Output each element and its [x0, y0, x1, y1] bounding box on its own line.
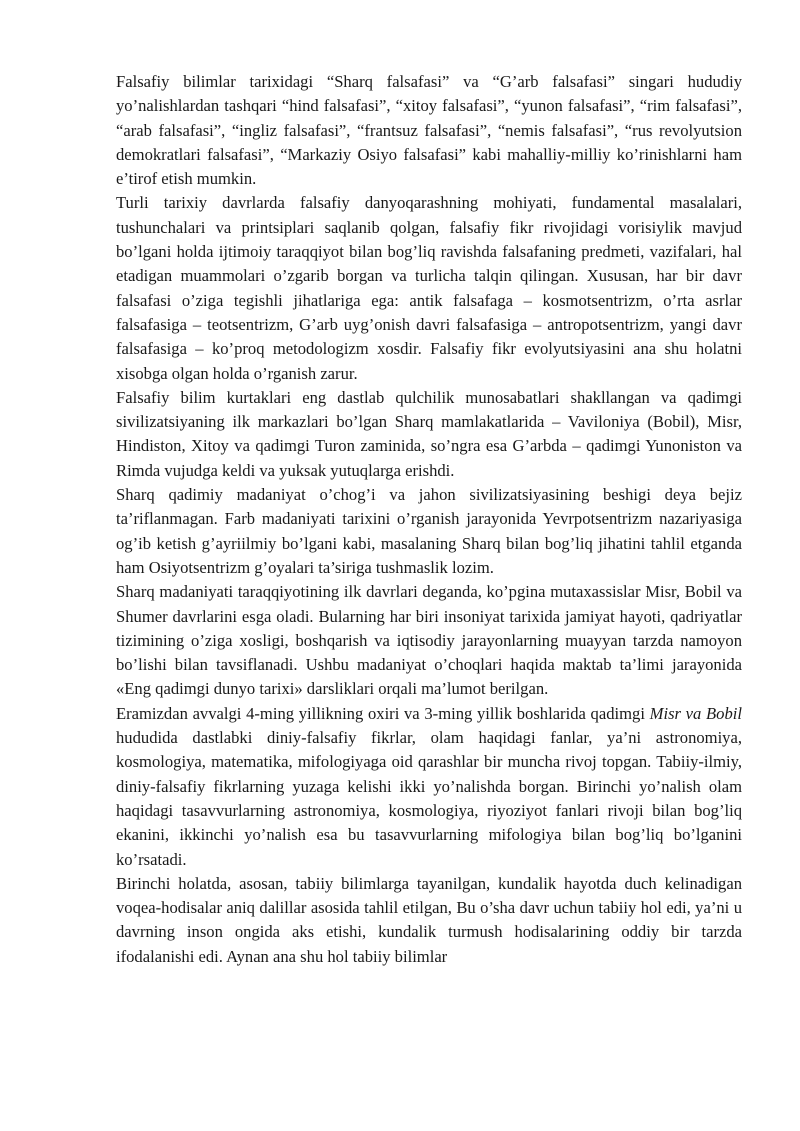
paragraph-2: Turli tarixiy davrlarda falsafiy danyoqarashning mohiyati, fundamental masalalari, tushunchalari va printsiplari saqlanib qolgan, falsafiy fikr rivojidagi vorisiylik mavjud bo’lgani holda ijtimoiy taraqqiyot bilan bog’liq ravishda falsafaning predmeti, vazifalari, hal etadigan muammolari o’zgarib borgan va turlicha talqin qilingan. Xususan, har bir davr falsafasi o’ziga tegishli jihatlariga ega: antik falsafaga – kosmotsentrizm, o’rta asrlar falsafasiga – teotsentrizm, G’arb uyg’onish davri falsafasiga – antropotsentrizm, yangi davr falsafasiga – ko’proq metodologizm xosdir. Falsafiy fikr evolyutsiyasini ana shu holatni xisobga olgan holda o’rganish zarur.	[116, 193, 742, 383]
paragraph-6-end: hududida dastlabki diniy-falsafiy fikrlar, olam haqidagi fanlar, ya’ni astronomiya, kosmologiya, matematika, mifologiyaga oid qarashlar bir muncha rivoj topgan. Tabiiy-ilmiy, diniy-falsafiy fikrlarning yuzaga kelishi ikki yo’nalishda borgan. Birinchi yo’nalish olam haqidagi tasavvurlarning astronomiya, kosmologiya, riyoziyot fanlari rivoji bilan bog’liq ekanini, ikkinchi yo’nalish esa bu tasavvurlarning mifologiya bilan bog’liq bo’lganini ko’rsatadi.	[116, 728, 742, 869]
paragraph-3: Falsafiy bilim kurtaklari eng dastlab qulchilik munosabatlari shakllangan va qadimgi sivilizatsiyaning ilk markazlari bo’lgan Sharq mamlakatlarida – Vaviloniya (Bobil), Misr, Hindiston, Xitoy va qadimgi Turon zaminida, so’ngra esa G’arbda – qadimgi Yunoniston va Rimda vujudga keldi va yuksak yutuqlarga erishdi.	[116, 387, 742, 480]
paragraph-6-start: Eramizdan avvalgi 4-ming yillikning oxiri va 3-ming yillik boshlarida qadimgi	[116, 703, 650, 723]
paragraph-6	[116, 702, 742, 872]
paragraph-5: Sharq madaniyati taraqqiyotining ilk davrlari deganda, ko’pgina mutaxassislar Misr, Bobil va Shumer davrlarini esga oladi. Bularning har biri insoniyat tarixida jamiyat hayoti, qadriyatlar tizimining o’ziga xosligi, boshqarish va iqtisodiy jarayonlarning muayyan tarzda namoyon bo’lishi bilan tavsiflanadi. Ushbu madaniyat o’choqlari haqida maktab ta’limi jarayonida «Eng qadimgi dunyo tarixi» darsliklari orqali ma’lumot berilgan.	[116, 582, 742, 699]
document-page	[116, 70, 742, 969]
paragraph-4: Sharq qadimiy madaniyat o’chog’i va jahon sivilizatsiyasining beshigi deya bejiz ta’riflanmagan. Farb madaniyati tarixini o’rganish jarayonida Yevrpotsentrizm nazariyasiga og’ib ketish g’ayriilmiy bo’lgani kabi, masalaning Sharq bilan bog’liq jihatini tahlil etganda ham Osiyotsentrizm g’oyalari ta’siriga tushmaslik lozim.	[116, 485, 742, 577]
paragraph-1: Falsafiy bilimlar tarixidagi “Sharq falsafasi” va “G’arb falsafasi” singari hududiy yo’nalishlardan tashqari “hind falsafasi”, “xitoy falsafasi”, “yunon falsafasi”, “rim falsafasi”, “arab falsafasi”, “ingliz falsafasi”, “frantsuz falsafasi”, “nemis falsafasi”, “rus revolyutsion demokratlari falsafasi”, “Markaziy Osiyo falsafasi” kabi mahalliy-milliy ko’rinishlarni ham e’tirof etish mumkin.	[116, 72, 742, 189]
paragraph-7: Birinchi holatda, asosan, tabiiy bilimlarga tayanilgan, kundalik hayotda duch kelinadigan voqea-hodisalar aniq dalillar asosida tahlil etilgan, Bu o’sha davr uchun tabiiy hol edi, ya’ni u davrning inson ongida aks etishi, kundalik turmush hodisalarining oddiy bir tarzda ifodalanishi edi. Aynan ana shu hol tabiiy bilimlar	[116, 873, 742, 966]
paragraph-6-italic: Misr va Bobil	[649, 703, 742, 723]
